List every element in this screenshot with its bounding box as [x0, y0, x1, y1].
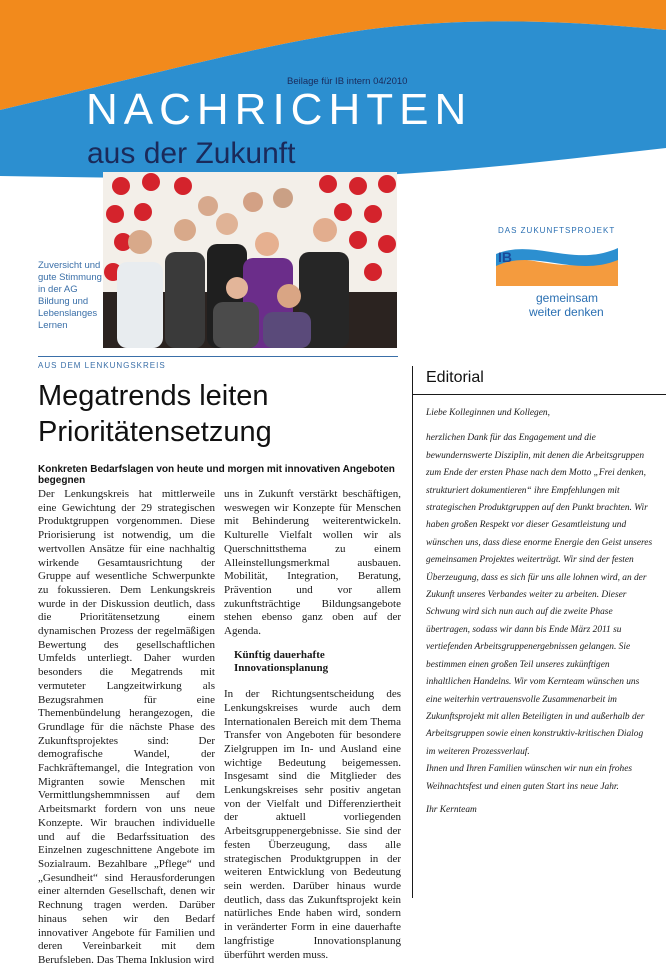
- editorial-title: Editorial: [426, 369, 484, 386]
- masthead-subtitle: aus der Zukunft: [87, 137, 296, 170]
- editorial-divider: [412, 394, 666, 395]
- article-column-1: [38, 488, 215, 968]
- editorial-signature: Ihr Kernteam: [426, 804, 477, 815]
- logo-project-label: DAS ZUKUNFTSPROJEKT: [498, 226, 616, 235]
- supplement-label: Beilage für IB intern 04/2010: [287, 76, 408, 87]
- editorial-vertical-rule: [412, 366, 413, 898]
- editorial-body: [426, 405, 654, 819]
- article-text-col2a: uns in Zukunft verstärkt beschäftigen, weswegen wir Konzepte für Menschen mit Behinderung weiterentwickeln. Kulturelle Vielfalt wollen wir als Querschnittsthema zu einem Alleinstellungsmerkmal ausbauen. Mobilität, Integration, Beratung, Prävention und vor allem zukunftsträchtige Bildungsangebote stehen ebenso ganz oben auf der Agenda.: [224, 488, 401, 638]
- logo-slogan-line2: weiter denken: [529, 305, 604, 319]
- kicker-divider: [38, 356, 398, 357]
- photo-caption: Zuversicht und gute Stimmung in der AG Bildung und Lebenslanges Lernen: [38, 260, 102, 331]
- article-subhead: Künftig dauerhafte Innovationsplanung: [234, 648, 329, 675]
- editorial-greeting: Liebe Kolleginnen und Kollegen,: [426, 408, 550, 418]
- logo-slogan-line1: gemeinsam: [536, 291, 599, 305]
- section-kicker: AUS DEM LENKUNGSKREIS: [38, 361, 166, 370]
- masthead-title: NACHRICHTEN: [86, 85, 473, 134]
- article-column-2: [224, 488, 401, 962]
- editorial-text: herzlichen Dank für das Engagement und die bewundernswerte Disziplin, mit denen die Arbeitsgruppen zum Ende der ersten Phase nach dem Motto „Frei denken, strukturiert dokumentieren“ ihre Empfehlungen mit strategischen Produktgruppen auf den Punkt brachten. Wir haben großen Respekt vor dieser Gesamtleistung und wünschen uns, dass diese enorme Energie den Geist unseres gemeinsamen Projektes weiterträgt. Wir sind der festen Überzeugung, dass es sich für uns alle lohnen wird, an der Zukunft unseres Verbandes weiter zu arbeiten. Dieser Schwung wird sich nun auch auf die zweite Phase übertragen, sodass wir dann bis Ende März 2011 su vertiefenden Arbeitsgruppenergebnissen gelangen. Sie bestimmen einen großen Teil unseres zukünftigen inhaltlichen Handelns. Wir vom Kernteam wünschen uns eine weiterhin vertrauensvolle Zusammenarbeit im Zukunftsprojekt mit allen Beteiligten in und außerhalb der Arbeitsgruppen sowie einen konstruktiv-kritischen Dialog im weiteren Prozessverlauf.: [426, 433, 653, 757]
- group-photo: [103, 172, 397, 348]
- editorial-closing: Ihnen und Ihren Familien wünschen wir nun ein frohes Weihnachtsfest und einen guten Start ins neue Jahr.: [426, 764, 633, 792]
- article-text-col1: Der Lenkungskreis hat mittlerweile eine Gewichtung der 29 strategischen Produktgruppen vorgenommen. Diese Priorisierung ist notwendig, um die wertvollen Ansätze für eine nachhaltig wirkende Gesamtausrichtung der Gruppe auf wesentliche Schwerpunkte zu fokussieren. Dem Lenkungskreis wurde in der Diskussion deutlich, dass die Prioritätensetzung einem dynamischen Prozess der regelmäßigen Bewertung des gesellschaftlichen Umfelds unterliegt. Daher wurden besonders die Megatrends mit vermuteter Langzeitwirkung als Bezugsrahmen für eine Themenbündelung herangezogen, die Grundlage für die nächste Phase des Zukunftsprojektes sind: Der demografische Wandel, der Fachkräftemangel, die Integration von Migranten sowie Menschen mit Vermittlungshemmnissen auf dem Arbeitsmarkt fordern von uns neue Konzepte. Wir brauchen individuelle und auf die Bedarfssituation des Einzelnen zugeschnittene Angebote im Sozialraum. Bezahlbare „Pflege“ und „Gesundheit“ sind Herausforderungen einer alternden Gesellschaft, denen wir Rechnung tragen werden. Darüber hinaus sehen wir den Bedarf innovativer Angebote für Familien und deren Vereinbarkeit mit dem Berufsleben. Das Thema Inklusion wird: [38, 488, 215, 966]
- article-headline: Megatrends leiten Prioritätensetzung: [38, 380, 272, 448]
- article-text-col2b: In der Richtungsentscheidung des Lenkungskreises wurde auch dem Internationalen Bereich mit dem Thema Transfer von Angeboten für besondere Zielgruppen im In- und Ausland eine wichtige Bedeutung beigemessen. Insgesamt sind die Mitglieder des Lenkungskreises sehr positiv angetan von der Vielfalt und Differenziertheit der aktuell vorliegenden Arbeitsgruppenergebnisse. Sie sind der festen Überzeugung, dass alle strategischen Produktgruppen in der weiteren Entwicklung von Bedeutung sein werden. Darüber hinaus wurde deutlich, dass das Zukunftsprojekt kein natürliches Ende haben wird, sondern in veränderter Form in eine dauerhafte langfristige Innovationsplanung überführt werden muss.: [224, 688, 401, 961]
- article-deck: Konkreten Bedarfslagen von heute und morgen mit innovativen Angeboten begegnen: [38, 464, 395, 486]
- logo-brand: IB: [498, 249, 512, 265]
- ib-logo-graphic: [494, 238, 620, 292]
